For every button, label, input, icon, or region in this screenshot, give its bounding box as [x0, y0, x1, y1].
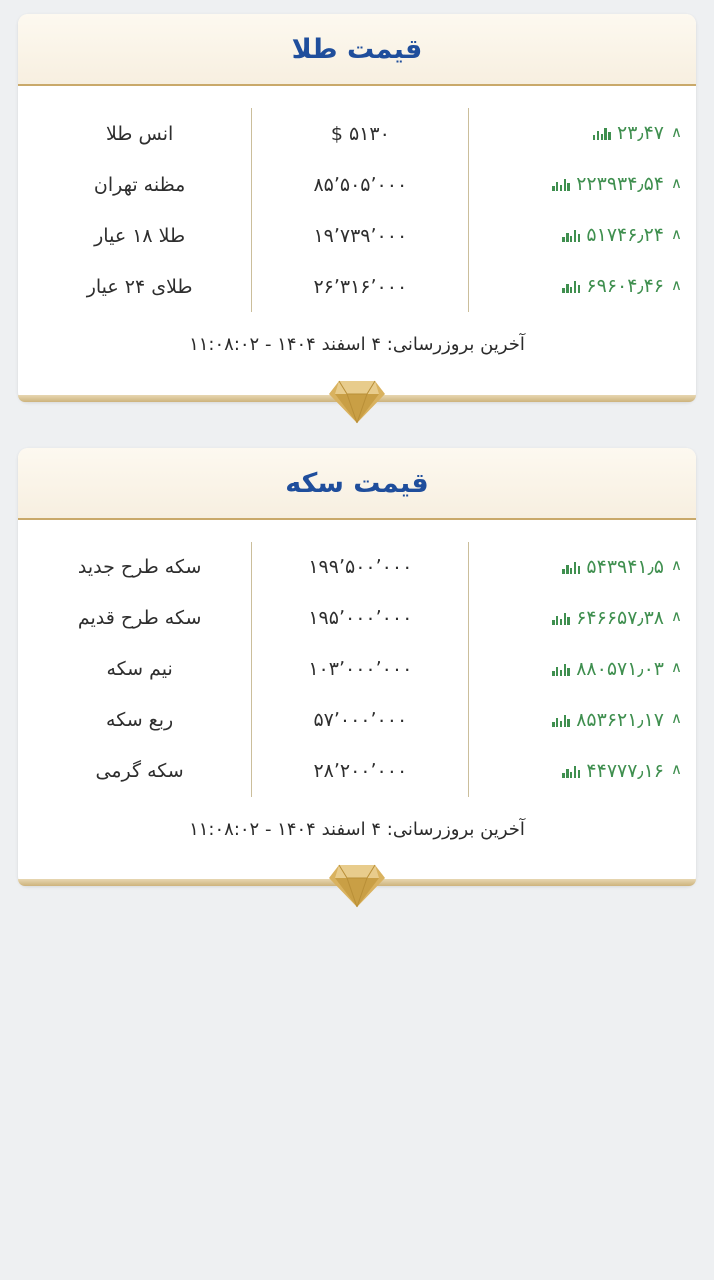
change-cell	[469, 108, 686, 159]
change-value: ۲۳٫۴۷	[617, 122, 665, 145]
bar-chart-icon	[593, 126, 610, 140]
table-row	[28, 644, 686, 695]
arrow-up-icon: ∧	[671, 173, 682, 192]
gold-rates-table	[28, 108, 686, 312]
bar-chart-icon	[562, 764, 579, 778]
price-value: ۲۶٬۳۱۶٬۰۰۰	[252, 261, 469, 312]
table-row	[28, 108, 686, 159]
change-cell	[469, 159, 686, 210]
change-cell	[469, 593, 686, 644]
item-name: طلا ۱۸ عیار	[94, 224, 186, 247]
change-value: ۵۱۷۴۶٫۲۴	[586, 224, 665, 247]
price-value: ۵۱۳۰ $	[252, 108, 469, 159]
table-row	[28, 542, 686, 593]
price-value: ۸۵٬۵۰۵٬۰۰۰	[252, 159, 469, 210]
gold-card-body	[18, 86, 696, 394]
price-value: ۱۹۹٬۵۰۰٬۰۰۰	[252, 542, 469, 593]
arrow-up-icon: ∧	[671, 709, 682, 728]
item-name: انس طلا	[105, 122, 174, 145]
item-name: سکه طرح جدید	[77, 556, 202, 579]
bar-chart-icon	[552, 662, 569, 676]
table-row	[28, 210, 686, 261]
arrow-up-icon: ∧	[671, 760, 682, 779]
item-name: طلای ۲۴ عیار	[86, 275, 193, 298]
change-value: ۶۹۶۰۴٫۴۶	[586, 275, 665, 298]
coin-price-card	[18, 448, 696, 887]
table-row	[28, 746, 686, 797]
bar-chart-icon	[562, 228, 579, 242]
section-title: قیمت سکه	[285, 467, 429, 499]
item-name: نیم سکه	[106, 658, 173, 681]
coin-rates-table	[28, 542, 686, 797]
change-value: ۸۵۳۶۲۱٫۱۷	[576, 708, 665, 731]
item-name: سکه طرح قدیم	[77, 607, 202, 630]
change-value: ۶۴۶۶۵۷٫۳۸	[576, 606, 665, 629]
item-name: مظنه تهران	[93, 173, 186, 196]
arrow-up-icon: ∧	[671, 658, 682, 677]
bar-chart-icon	[562, 560, 579, 574]
change-cell	[469, 644, 686, 695]
price-value: ۱۰۳٬۰۰۰٬۰۰۰	[252, 644, 469, 695]
change-cell	[469, 542, 686, 593]
price-value: ۱۹۵٬۰۰۰٬۰۰۰	[252, 593, 469, 644]
bar-chart-icon	[552, 713, 569, 727]
price-value: ۲۸٬۲۰۰٬۰۰۰	[252, 746, 469, 797]
page-title: قیمت طلا	[291, 34, 423, 65]
change-cell	[469, 746, 686, 797]
price-value: ۵۷٬۰۰۰٬۰۰۰	[252, 695, 469, 746]
bar-chart-icon	[562, 279, 579, 293]
coin-card-header	[18, 448, 696, 520]
arrow-up-icon: ∧	[671, 122, 682, 141]
diamond-icon	[329, 377, 385, 425]
change-value: ۵۴۳۹۴۱٫۵	[586, 555, 665, 578]
table-row	[28, 593, 686, 644]
change-value: ۲۲۳۹۳۴٫۵۴	[576, 173, 665, 196]
change-value: ۴۴۷۷۷٫۱۶	[586, 759, 665, 782]
card-spacer	[18, 428, 696, 448]
change-cell	[469, 210, 686, 261]
table-row	[28, 261, 686, 312]
last-updated-text: آخرین بروزرسانی: ۴ اسفند ۱۴۰۴ - ۱۱:۰۸:۰۲	[189, 818, 525, 840]
arrow-up-icon: ∧	[671, 556, 682, 575]
item-name: سکه گرمی	[95, 760, 184, 783]
gold-price-card	[18, 14, 696, 402]
bar-chart-icon	[552, 177, 569, 191]
coin-card-body	[18, 520, 696, 879]
arrow-up-icon: ∧	[671, 275, 682, 294]
arrow-up-icon: ∧	[671, 224, 682, 243]
table-row	[28, 159, 686, 210]
table-row	[28, 695, 686, 746]
arrow-up-icon: ∧	[671, 607, 682, 626]
last-updated-text: آخرین بروزرسانی: ۴ اسفند ۱۴۰۴ - ۱۱:۰۸:۰۲	[189, 334, 525, 356]
diamond-icon	[329, 861, 385, 909]
bar-chart-icon	[552, 611, 569, 625]
item-name: ربع سکه	[106, 709, 174, 732]
gold-card-header	[18, 14, 696, 86]
change-cell	[469, 261, 686, 312]
price-value: ۱۹٬۷۳۹٬۰۰۰	[252, 210, 469, 261]
change-cell	[469, 695, 686, 746]
change-value: ۸۸۰۵۷۱٫۰۳	[576, 657, 665, 680]
